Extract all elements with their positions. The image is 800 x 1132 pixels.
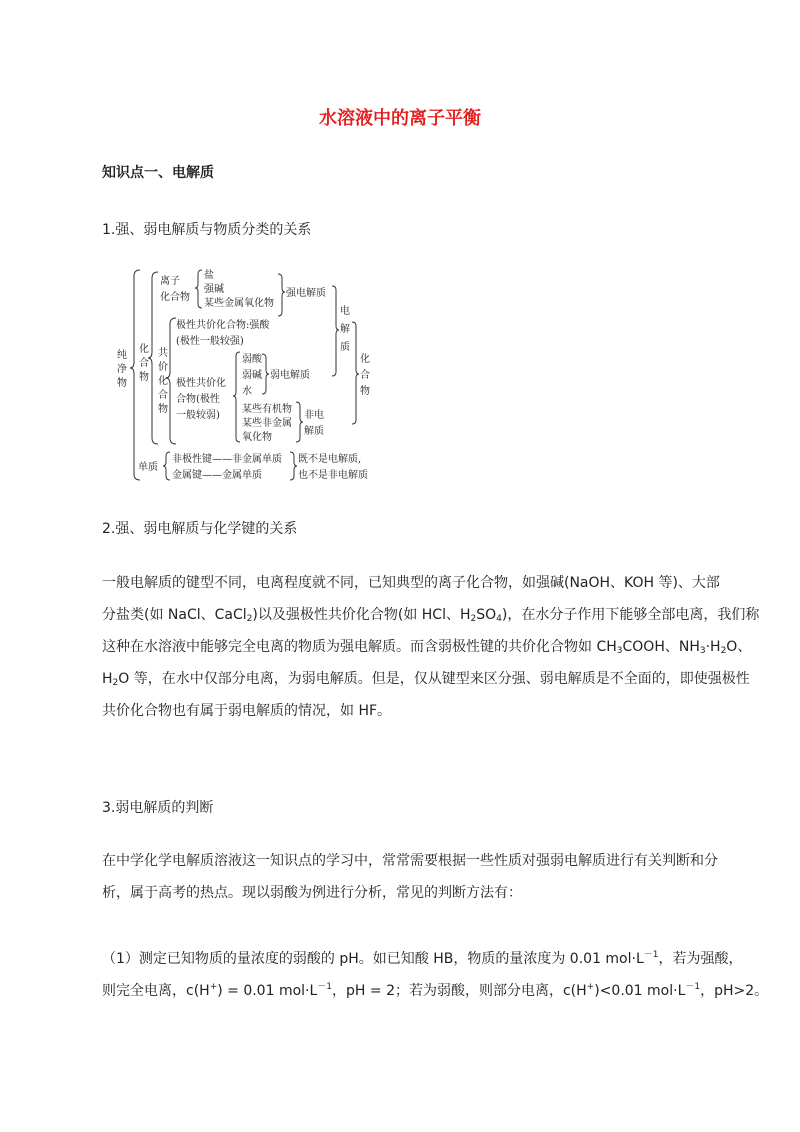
brace-element <box>163 452 170 480</box>
paragraph-judgment <box>102 845 726 909</box>
classification-diagram <box>114 262 384 488</box>
label-ionic-1: 离子 <box>160 276 180 287</box>
label-compound-1: 化 <box>139 344 149 355</box>
label-compound-r-3: 物 <box>360 386 370 397</box>
label-salt: 盐 <box>204 270 214 281</box>
label-nonmetal-oxide-2: 氧化物 <box>242 432 272 443</box>
para3-line2: 析，属于高考的热点。现以弱酸为例进行分析，常见的判断方法有： <box>102 885 522 901</box>
label-neither-2: 也不是非电解质 <box>298 470 368 481</box>
label-compound-3: 物 <box>139 372 149 383</box>
label-compound-2: 合 <box>139 358 149 369</box>
label-electrolyte-3: 质 <box>340 342 350 353</box>
label-compound-r-1: 化 <box>360 354 370 365</box>
brace-non-electrolyte <box>296 402 303 442</box>
label-strong-electrolyte: 强电解质 <box>286 288 326 299</box>
label-metal-bond: 金属键——金属单质 <box>172 470 262 481</box>
brace-strong <box>278 274 285 316</box>
para3-line1: 在中学化学电解质溶液这一知识点的学习中，常常需要根据一些性质对强弱电解质进行有关判断和分 <box>102 853 718 869</box>
brace-weak <box>262 354 269 394</box>
subheading-1: 1.强、弱电解质与物质分类的关系 <box>102 222 312 238</box>
label-polar-strong: 极性共价化合物:强酸 <box>176 320 270 331</box>
label-covalent-3: 化 <box>158 376 168 387</box>
label-weak-acid: 弱酸 <box>242 354 262 365</box>
label-pure-3: 物 <box>117 378 127 389</box>
label-covalent-2: 价 <box>158 362 168 373</box>
label-weak-electrolyte: 弱电解质 <box>270 370 310 381</box>
brace-compound <box>148 272 158 444</box>
label-electrolyte-2: 解 <box>340 324 350 335</box>
para2-line2: 分盐类(如 NaCl、CaCl$_2$)以及强极性共价化合物(如 HCl、$H_2SO_4$)，在水分子作用下能够全部电离，我们称 <box>102 607 760 624</box>
label-polar-weak-1: 极性共价化 <box>176 378 226 389</box>
label-nonpolar-bond: 非极性键——非金属单质 <box>172 454 282 465</box>
page-title: 水溶液中的离子平衡 <box>319 108 481 129</box>
label-strong-base: 强碱 <box>204 284 224 295</box>
subheading-2: 2.强、弱电解质与化学键的关系 <box>102 521 298 537</box>
label-organic: 某些有机物 <box>242 404 292 415</box>
brace-neither <box>290 452 297 480</box>
label-nonmetal-oxide-1: 某些非金属 <box>242 418 292 429</box>
brace-weak-group <box>233 352 240 442</box>
section-heading: 知识点一、电解质 <box>102 165 214 181</box>
para2-line3: 这种在水溶液中能够完全电离的物质为强电解质。而含弱极性键的共价化合物如 $CH_3COOH$、$NH_3\cdot H_2O$、 <box>102 639 752 656</box>
para2-line1: 一般电解质的键型不同，电离程度就不同，已知典型的离子化合物，如强碱(NaOH、KOH 等)、大部 <box>102 575 720 591</box>
label-polar-weak-3: 一般较弱) <box>176 410 220 421</box>
para2-line4: $H_2O$ 等，在水中仅部分电离，为弱电解质。但是，仅从键型来区分强、弱电解质是不全面的，即使强极性 <box>102 671 750 688</box>
label-neither-1: 既不是电解质, <box>298 454 362 465</box>
label-polar-weak-2: 合物(极性 <box>176 394 220 405</box>
label-polar-strong-note: (极性一般较强) <box>176 336 244 347</box>
brace-electrolyte <box>332 286 339 376</box>
label-non-electrolyte-2: 解质 <box>304 426 324 437</box>
brace-compound-right <box>352 322 359 424</box>
label-covalent-1: 共 <box>158 348 168 359</box>
para2-line5: 共价化合物也有属于弱电解质的情况，如 HF。 <box>102 703 392 719</box>
paragraph-bond-types <box>102 567 760 727</box>
label-covalent-4: 合 <box>158 390 168 401</box>
label-non-electrolyte-1: 非电 <box>304 410 324 421</box>
para4-line2: 则完全电离，c(H+) = 0.01 $mol\cdot L^{-1}$，pH = 2；若为弱酸，则部分电离，c(H+)<0.01 $mol\cdot L^{-1}$，pH>2。 <box>102 982 769 999</box>
label-compound-r-2: 合 <box>360 370 370 381</box>
label-water: 水 <box>242 386 252 397</box>
para4-line1: （1）测定已知物质的量浓度的弱酸的 pH。如已知酸 HB，物质的量浓度为 0.01 $mol\cdot L^{-1}$，若为强酸， <box>102 950 743 967</box>
subheading-3: 3.弱电解质的判断 <box>102 800 214 816</box>
label-weak-base: 弱碱 <box>242 370 262 381</box>
label-element: 单质 <box>138 462 158 473</box>
label-electrolyte-1: 电 <box>340 306 350 317</box>
label-pure-2: 净 <box>117 364 127 375</box>
paragraph-method-1 <box>102 943 769 1007</box>
brace-ionic <box>195 270 202 308</box>
label-metal-oxide: 某些金属氧化物 <box>204 298 274 309</box>
label-pure-1: 纯 <box>117 350 127 361</box>
label-ionic-2: 化合物 <box>160 292 190 303</box>
label-covalent-5: 物 <box>158 404 168 415</box>
